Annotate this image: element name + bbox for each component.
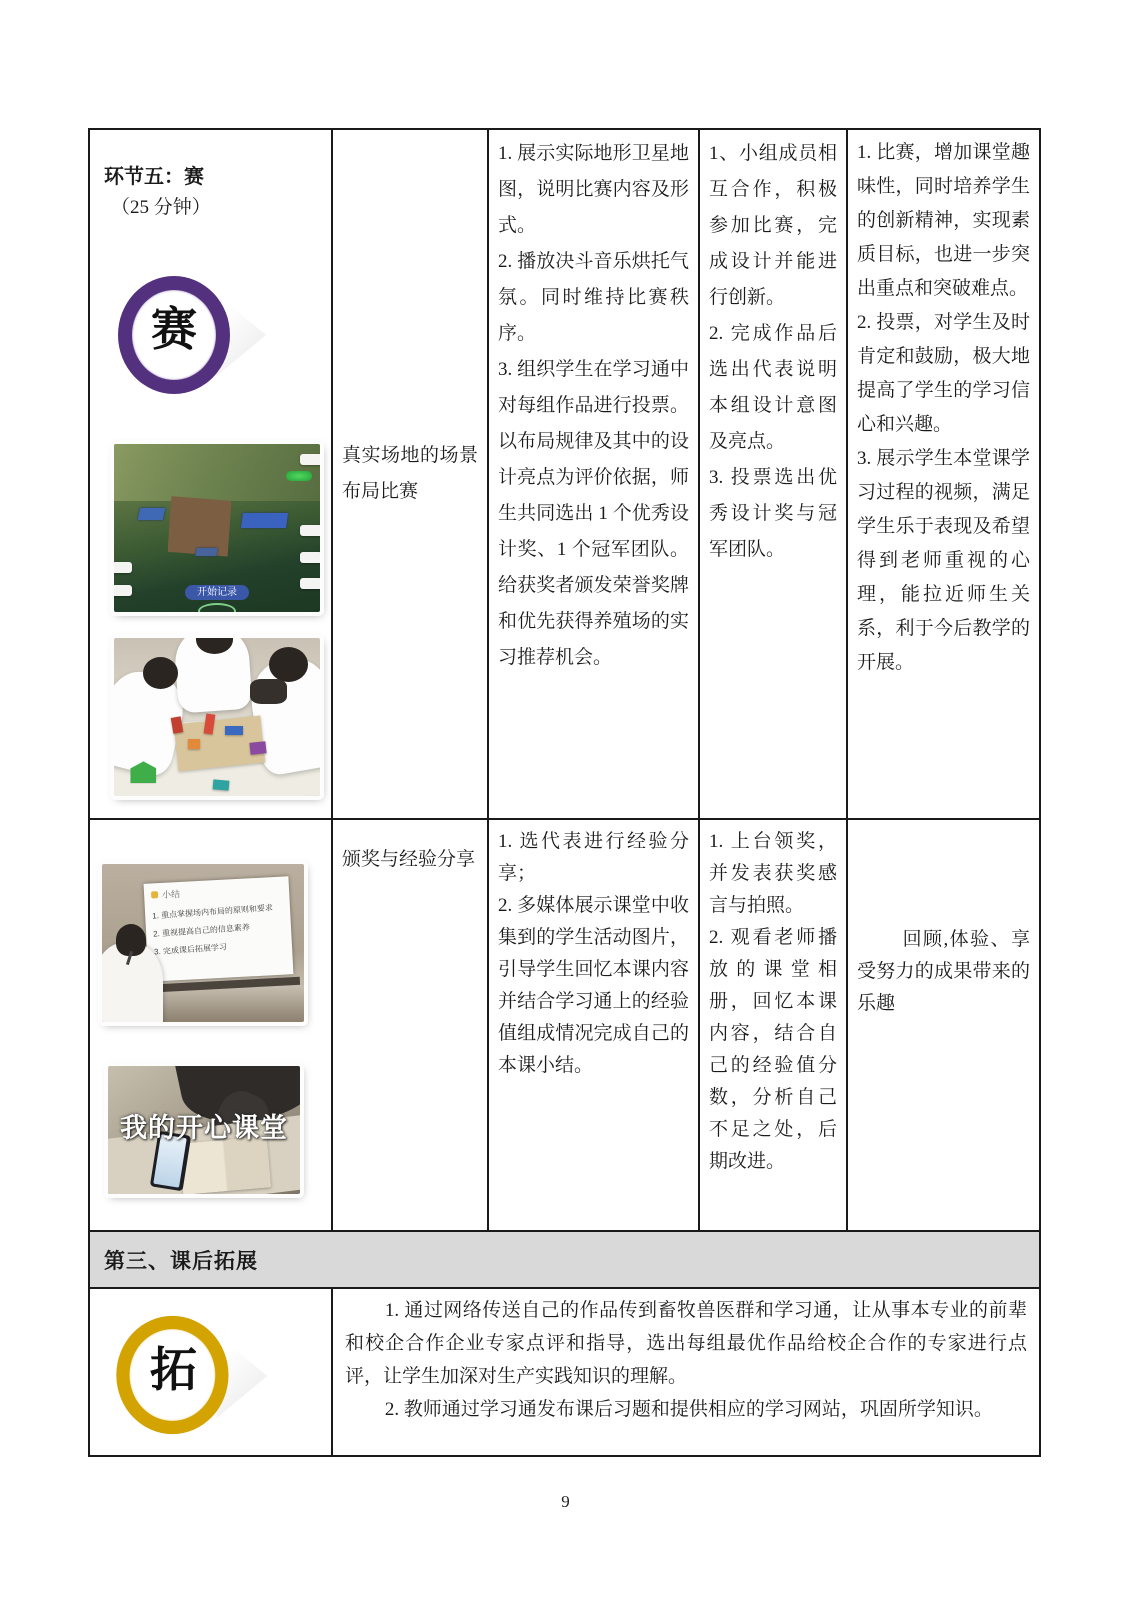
model-block-orange (188, 739, 200, 749)
map-ui-button (114, 585, 132, 596)
photo-backpack (250, 679, 287, 704)
stage-title: 环节五：赛 (104, 166, 204, 188)
student-activity-item: 2. 完成作品后选出代表说明本组设计意图及亮点。 (709, 323, 837, 452)
student-activity-item: 2. 观看老师播放的课堂相册，回忆本课内容，结合自己的经验值分数，分析自己不足之处，后期改进。 (709, 927, 837, 1172)
teacher-activity-item: 2. 多媒体展示课堂中收集到的学生活动图片，引导学生回忆本课内容并结合学习通上的经验值组成情况完成自己的本课小结。 (498, 895, 689, 1076)
row-award-sharing (90, 820, 1039, 1232)
design-intent-item: 2. 投票，对学生及时肯定和鼓励，极大地提高了学生的学习信心和兴趣。 (857, 312, 1030, 435)
map-building (137, 508, 164, 520)
map-ui-button (300, 454, 320, 465)
map-ui-button (300, 578, 320, 589)
stage-icon-character: 赛 (151, 304, 197, 355)
stage-icon-character: 拓 (149, 1344, 197, 1397)
map-ui-button (300, 525, 320, 536)
cell-award-student-activity (700, 820, 848, 1232)
happy-class-photo (108, 1066, 300, 1194)
slide-title: 小结 (151, 882, 283, 901)
student-presentation-photo (102, 864, 304, 1022)
student-head (143, 657, 178, 689)
slide-bullet-line: 3. 完成课后拓展学习 (154, 942, 228, 957)
page-number: 9 (561, 1492, 570, 1511)
model-block-blue (225, 726, 243, 735)
stage-duration: （25 分钟） (111, 197, 211, 218)
cell-award-photos (90, 820, 333, 1232)
cell-extension-text (333, 1289, 1041, 1455)
extension-stage-icon (116, 1314, 289, 1438)
cell-award-content (333, 820, 489, 1232)
row-extension (90, 1289, 1039, 1455)
model-block-red (170, 716, 183, 733)
cell-stage-info (90, 130, 333, 820)
cell-competition-content (333, 130, 489, 820)
map-locate-indicator (286, 471, 312, 481)
slide-bullet-icon (151, 891, 158, 898)
map-ui-button (300, 552, 320, 563)
projector-screen (144, 876, 294, 981)
map-ui-button (114, 562, 132, 573)
model-block-teal (212, 779, 229, 790)
award-content-label: 颁奖与经验分享 (342, 849, 476, 870)
extension-item: 1. 通过网络传送自己的作品传到畜牧兽医群和学习通，让从事本专业的前辈和校企合作企业专家点评和指导，选出每组最优作品给校企合作的专家进行点评，让学生加深对生产实践知识的理解。 (345, 1300, 1027, 1387)
map-building (241, 513, 288, 528)
map-record-button: 开始记录 (185, 585, 249, 600)
cell-competition-teacher-activity (489, 130, 700, 820)
satellite-map-photo (114, 444, 320, 612)
teacher-activity-item: 3. 组织学生在学习通中对每组作品进行投票。以布局规律及其中的设计亮点为评价依据，师生共同选出 1 个优秀设计奖、1 个冠军团队。给获奖者颁发荣誉奖牌和优先获得养殖场的实习推荐机会。 (498, 359, 689, 668)
cell-extension-icon (90, 1289, 333, 1455)
students-building-blocks-photo (114, 638, 320, 796)
teacher-activity-item: 1. 选代表进行经验分享； (498, 831, 689, 884)
competition-stage-icon (118, 274, 288, 396)
student-activity-item: 1、小组成员相互合作，积极参加比赛，完成设计并能进行创新。 (709, 143, 837, 308)
student-activity-item: 1. 上台领奖，并发表获奖感言与拍照。 (709, 831, 837, 916)
design-intent-text: 回顾,体验、享受努力的成果带来的乐趣 (857, 929, 1030, 1014)
cell-award-teacher-activity (489, 820, 700, 1232)
teacher-activity-item: 2. 播放决斗音乐烘托气氛。同时维持比赛秩序。 (498, 251, 689, 344)
student-activity-item: 3. 投票选出优秀设计奖与冠军团队。 (709, 467, 837, 560)
design-intent-item: 3. 展示学生本堂课学习过程的视频，满足学生乐于表现及希望得到老师重视的心理，能拉近师生关系，利于今后教学的开展。 (857, 448, 1030, 673)
photo-caption: 我的开心课堂 (120, 1112, 288, 1143)
section-header-after-class: 第三、课后拓展 (90, 1232, 1039, 1289)
row-competition-stage (90, 130, 1039, 820)
slide-bullet-line: 2. 重视提高自己的信息素养 (153, 922, 251, 939)
slide-bullet-line: 1. 重点掌握场内布局的原则和要求 (152, 902, 274, 921)
design-intent-item: 1. 比赛，增加课堂趣味性，同时培养学生的创新精神，实现素质目标，也进一步突出重点和突破难点。 (857, 142, 1030, 299)
map-building (196, 548, 218, 556)
competition-content-label: 真实场地的场景布局比赛 (342, 445, 478, 502)
teacher-activity-item: 1. 展示实际地形卫星地图，说明比赛内容及形式。 (498, 143, 689, 236)
extension-item: 2. 教师通过学习通发布课后习题和提供相应的学习网站，巩固所学知识。 (384, 1399, 993, 1420)
cell-competition-student-activity (700, 130, 848, 820)
student-head (269, 647, 308, 682)
map-oval-mark (198, 603, 236, 612)
cell-competition-design-intent (848, 130, 1039, 820)
model-block-purple (249, 741, 266, 755)
cell-award-design-intent (848, 820, 1039, 1232)
lesson-plan-table (88, 128, 1041, 1457)
